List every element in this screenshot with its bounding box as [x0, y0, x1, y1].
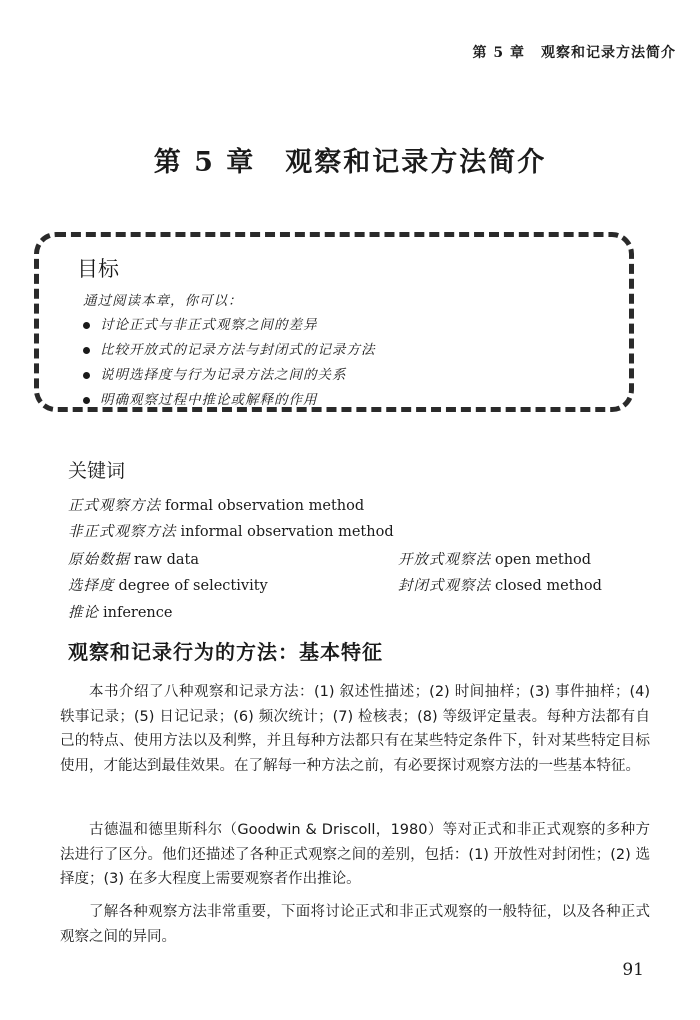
keyword-item — [68, 548, 199, 569]
keyword-zh: 推论 — [68, 605, 99, 621]
keyword-item — [398, 574, 602, 595]
page-number: 91 — [622, 960, 644, 980]
keyword-en: open method — [495, 552, 592, 568]
keyword-en: degree of selectivity — [118, 578, 268, 594]
body-paragraph: 本书介绍了八种观察和记录方法：(1) 叙述性描述；(2) 时间抽样；(3) 事件抽样；(4) 轶事记录；(5) 日记记录；(6) 频次统计；(7) 检核表；(8) 等级评定量表。每种方法都有自己的特点、使用方法以及利弊，并且每种方法都只有在某些特定条件下，针对某些特定目标使用，才能达到最佳效果。在了解每一种方法之前，有必要探讨观察方法的一些基本特征。 — [60, 684, 650, 774]
objective-item: 讨论正式与非正式观察之间的差异 — [83, 313, 376, 338]
chapter-title-name: 观察和记录方法简介 — [285, 147, 547, 178]
bullet-icon — [83, 322, 90, 329]
keyword-item — [68, 574, 268, 595]
running-header-chapter-name: 观察和记录方法简介 — [541, 45, 676, 61]
keyword-item — [68, 520, 394, 541]
objective-item: 说明选择度与行为记录方法之间的关系 — [83, 363, 376, 388]
keywords-heading: 关键词 — [68, 460, 126, 482]
objective-item: 明确观察过程中推论或解释的作用 — [83, 388, 376, 413]
keyword-en: formal observation method — [165, 498, 365, 514]
running-header-chapter-label: 第 5 章 — [472, 45, 525, 61]
objectives-intro: 通过阅读本章，你可以： — [83, 293, 243, 309]
keyword-en: inference — [103, 605, 173, 621]
keyword-item — [68, 601, 172, 622]
keyword-zh: 正式观察方法 — [68, 498, 161, 514]
running-header — [473, 42, 677, 62]
chapter-title-label: 第 5 章 — [153, 147, 256, 178]
keyword-item — [398, 548, 591, 569]
keyword-en: raw data — [134, 552, 199, 568]
keyword-zh: 封闭式观察法 — [398, 578, 491, 594]
bullet-icon — [83, 347, 90, 354]
body-paragraph: 了解各种观察方法非常重要，下面将讨论正式和非正式观察的一般特征，以及各种正式观察之间的异同。 — [60, 904, 650, 945]
bullet-icon — [83, 372, 90, 379]
keyword-zh: 原始数据 — [68, 552, 130, 568]
keyword-item — [68, 494, 364, 515]
keyword-en: closed method — [495, 578, 602, 594]
keyword-zh: 非正式观察方法 — [68, 524, 177, 540]
bullet-icon — [83, 397, 90, 404]
keyword-zh: 选择度 — [68, 578, 115, 594]
objectives-title: 目标 — [77, 257, 119, 281]
objectives-box — [34, 232, 634, 412]
keyword-en: informal observation method — [180, 524, 394, 540]
keyword-zh: 开放式观察法 — [398, 552, 491, 568]
section-heading: 观察和记录行为的方法：基本特征 — [68, 640, 383, 664]
body-paragraph: 古德温和德里斯科尔（Goodwin & Driscoll，1980）等对正式和非正式观察的多种方法进行了区分。他们还描述了各种正式观察之间的差别，包括：(1) 开放性对封闭性；(2) 选择度；(3) 在多大程度上需要观察者作出推论。 — [60, 822, 650, 887]
objectives-list — [83, 313, 376, 413]
chapter-title — [0, 140, 700, 179]
objective-item: 比较开放式的记录方法与封闭式的记录方法 — [83, 338, 376, 363]
